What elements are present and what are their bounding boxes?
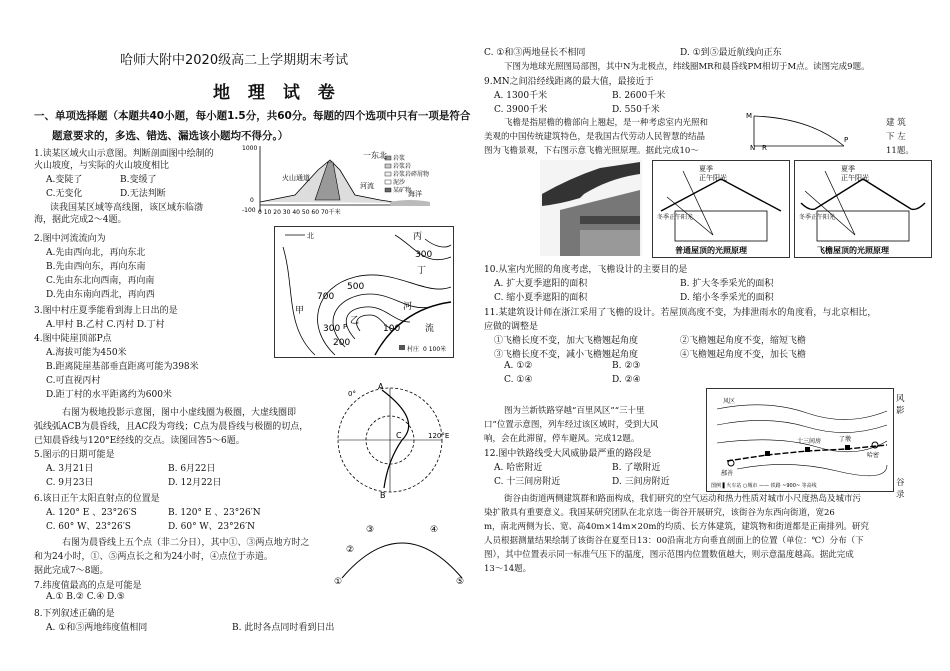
q9-option-d: D. 550千米 xyxy=(612,105,660,115)
q6-option-b: B. 120° E 、23°26′N xyxy=(168,508,261,518)
volcano-legend xyxy=(385,154,429,194)
svg-text:哈密: 哈密 xyxy=(867,452,880,459)
polar-a: A xyxy=(378,382,384,391)
section-heading: 一、单项选择题（本题共40小题，每小题1.5分，共60分。每题的四个选项中只有一项是符合 xyxy=(34,110,471,122)
q12-option-d: D. 三间房附近 xyxy=(612,477,670,487)
q11-statement-1: ①飞檐长度不变，加大飞檐翘起角度 xyxy=(494,336,639,346)
q12-text: 12.图中铁路线受大风威胁最严重的路段是 xyxy=(484,449,652,459)
intro-10-a: 飞檐是指屋檐的檐部向上翘起，是一种考虑室内光照和 xyxy=(504,118,709,128)
q1-option-d: D.无法判断 xyxy=(120,189,166,199)
q5-option-a: A. 3月21日 xyxy=(46,464,94,474)
volcano-y-top: 1000 xyxy=(242,145,258,152)
volcano-y-bottom: -100 xyxy=(242,207,256,214)
q6-option-d: D. 60° W、23°26′N xyxy=(168,522,256,532)
svg-text:丙: 丙 xyxy=(413,232,423,242)
svg-text:夏季: 夏季 xyxy=(841,165,855,173)
q11-statement-3: ③飞檐长度不变，减小飞檐翘起角度 xyxy=(494,350,639,360)
volcano-ne-label: 一东北 xyxy=(363,151,387,160)
q1-option-c: C.无变化 xyxy=(46,189,83,199)
svg-text:③: ③ xyxy=(366,525,375,535)
svg-text:岩浆岩碎屑物: 岩浆岩碎屑物 xyxy=(393,171,430,178)
q10-option-b: B. 扩大冬季采光的面积 xyxy=(680,279,774,289)
q3-text: 3.图中村庄夏季能看到海上日出的是 xyxy=(34,306,178,316)
volcano-river-label: 河流 xyxy=(360,182,374,190)
intro-12-c: 响，会在此滞留，停车避风。完成12题。 xyxy=(484,434,640,444)
q5-option-d: D. 12月22日 xyxy=(168,478,222,488)
intro-5-6-c: 已知晨昏线与120°E经线的交点。读图回答5～6题。 xyxy=(34,436,245,446)
q11-option-b: B. ②③ xyxy=(612,361,641,371)
svg-text:正午阳光: 正午阳光 xyxy=(841,174,869,182)
svg-text:①: ① xyxy=(334,577,343,587)
eave-photo xyxy=(540,160,642,256)
svg-text:正午阳光: 正午阳光 xyxy=(699,174,727,182)
rail-map xyxy=(706,388,894,492)
svg-text:100: 100 xyxy=(383,324,401,334)
side-label-fengying: 风 影 xyxy=(896,394,905,416)
q6-text: 6.该日正午太阳直射点的位置是 xyxy=(34,494,160,504)
volcano-axis: 0 10 20 30 40 50 60 70千米 xyxy=(258,209,341,216)
intro-2-4-b: 海，据此完成2～4题。 xyxy=(34,215,127,225)
q2-text: 2.图中河流流向为 xyxy=(34,234,106,244)
polar-b: B xyxy=(380,491,386,500)
q6-option-a: A. 120° E 、23°26′S xyxy=(46,508,137,518)
q4-option-d: D.距丁村的水平距离约为600米 xyxy=(46,390,172,400)
q5-text: 5.图示的日期可能是 xyxy=(34,450,115,460)
q7-options: A.① B.② C.④ D.⑤ xyxy=(46,592,125,602)
intro-13-a: 街谷由街道两侧建筑群和路面构成，我们研究的空气运动和热力性质对城市小尺度热岛及城市污 xyxy=(504,494,862,504)
q7-text: 7.纬度值最高的点是可能是 xyxy=(34,581,142,591)
svg-text:200: 200 xyxy=(333,338,351,348)
q5-option-c: C. 9月23日 xyxy=(46,478,94,488)
polar-projection xyxy=(330,380,460,500)
q11-option-c: C. ①④ xyxy=(504,375,533,385)
q2-option-b: B.先由西向东，再向东南 xyxy=(46,262,146,272)
svg-text:R: R xyxy=(762,144,767,150)
svg-text:500: 500 xyxy=(347,282,365,292)
svg-text:鄯善: 鄯善 xyxy=(721,470,734,477)
intro-7-8: 右图为晨昏线上五个点（非二分日），其中①、③两点地方时之 xyxy=(62,538,310,548)
svg-text:某矿物: 某矿物 xyxy=(393,187,412,194)
volcano-y-zero: 0 xyxy=(250,197,254,204)
mnr-diagram xyxy=(740,108,850,150)
svg-text:700: 700 xyxy=(317,292,335,302)
q12-option-a: A. 哈密附近 xyxy=(494,463,543,473)
svg-text:十三间房: 十三间房 xyxy=(797,438,822,445)
intro-13-b: 染扩散具有重要意义。我国某研究团队在北京选一街谷开展研究，该街谷为东西向街道，宽26 xyxy=(484,508,835,518)
svg-text:300: 300 xyxy=(323,324,341,334)
svg-text:夏季: 夏季 xyxy=(699,165,713,173)
svg-text:300: 300 xyxy=(415,250,433,260)
svg-text:甲: 甲 xyxy=(295,306,305,316)
intro-10-c: 图为飞檐景观，下右图示意飞檐光照原理。据此完成10～ xyxy=(484,146,699,156)
q8-option-b: B. 此时各点同时看到日出 xyxy=(232,623,335,633)
svg-text:M: M xyxy=(746,112,753,120)
intro-2-4: 读我国某区域等高线图，该区域东临渤 xyxy=(50,203,204,213)
intro-9: 下图为地球光照图局部图，其中N为北极点，纬线圈MR和晨昏线PM相切于M点。读图完成9题。 xyxy=(504,62,870,72)
svg-text:图例 ▌火车站 ○城市 —— 铁路 ~900~ 等高线: 图例 ▌火车站 ○城市 —— 铁路 ~900~ 等高线 xyxy=(711,483,817,489)
svg-text:河: 河 xyxy=(403,302,413,312)
svg-text:村庄: 村庄 xyxy=(407,346,420,353)
q8-text: 8.下列叙述正确的是 xyxy=(34,609,115,619)
intro-13-e: 图），其中位置表示同一标准气压下的温度，图示范围内位置数值越大，则示意温度越高。据此完成 xyxy=(484,550,854,560)
intro-13-c: m，南北两侧为长、宽、高40m×14m×20m的均质、长方体建筑，建筑物和街道都是正南排列。研究 xyxy=(484,522,869,532)
intro-7-8-b: 和为24小时，①、⑤两点长之和为24小时，④点位于赤道。 xyxy=(34,552,273,562)
intro-12-a: 图为兰新铁路穿越“百里风区”“三十里 xyxy=(504,406,645,416)
subject-title: 地 理 试 卷 xyxy=(213,83,341,103)
q10-option-d: D. 缩小冬季采光的面积 xyxy=(680,293,774,303)
contour-map xyxy=(274,226,454,358)
q4-option-b: B.距离陡崖基部垂直距离可能为398米 xyxy=(46,362,199,372)
intro-7-8-c: 据此完成7～8题。 xyxy=(34,566,109,576)
intro-13-f: 13～14题。 xyxy=(484,564,532,574)
q4-option-a: A.海拔可能为450米 xyxy=(46,348,127,358)
eave-diagram-flying xyxy=(794,160,932,258)
svg-text:0 100米: 0 100米 xyxy=(423,346,447,353)
intro-10-a-right: 建 筑 xyxy=(886,118,906,128)
volcano-channel-label: 火山通道 xyxy=(282,174,310,182)
svg-text:了墩: 了墩 xyxy=(839,436,852,443)
q5-option-b: B. 6月22日 xyxy=(168,464,216,474)
q2-option-a: A.先由西向北，再向东北 xyxy=(46,248,146,258)
volcano-sea-label: 海洋 xyxy=(408,190,422,198)
q9-option-b: B. 2600千米 xyxy=(612,91,666,101)
q6-option-c: C. 60° W、23°26′S xyxy=(46,522,131,532)
q3-options: A.甲村 B.乙村 C.丙村 D.丁村 xyxy=(46,320,165,330)
q10-option-a: A. 扩大夏季遮阳的面积 xyxy=(494,279,588,289)
intro-10-c-right: 11题。 xyxy=(886,146,914,156)
polar-c: C xyxy=(396,431,402,440)
intro-12-b: 口”位置示意图，列车经过该区域时，受到大风 xyxy=(484,420,659,430)
svg-text:P: P xyxy=(844,136,849,144)
q12-option-c: C. 十三间房附近 xyxy=(494,477,561,487)
polar-120e: 120°E xyxy=(428,432,450,440)
svg-text:N: N xyxy=(750,144,756,150)
svg-text:北: 北 xyxy=(307,232,314,240)
q4-text: 4.图中陡崖顶部P点 xyxy=(34,334,112,344)
q8-option-d: D. ①到⑤最近航线向正东 xyxy=(680,48,782,58)
svg-text:P: P xyxy=(343,323,348,331)
svg-text:⑤: ⑤ xyxy=(456,577,465,587)
q2-option-c: C.先由东北向西南，再向南 xyxy=(46,276,155,286)
q10-text: 10.从室内光照的角度考虑，飞檐设计的主要目的是 xyxy=(484,265,688,275)
q1-text-2: 火山坡度，与实际的火山坡度相比 xyxy=(34,161,170,171)
volcano-figure xyxy=(240,140,465,222)
svg-text:冬季正午阳光: 冬季正午阳光 xyxy=(657,214,694,221)
q1-option-b: B.变缓了 xyxy=(120,175,157,185)
q11-text-2: 应做的调整是 xyxy=(484,322,539,332)
q1-text: 1.读某区域火山示意图。判断剖面图中绘制的 xyxy=(34,149,214,159)
svg-text:流: 流 xyxy=(425,324,435,334)
intro-5-6: 右图为极地投影示意图，图中小虚线圈为极圈，大虚线圈即 xyxy=(62,408,297,418)
svg-text:丁: 丁 xyxy=(417,266,427,276)
svg-text:岩浆岩: 岩浆岩 xyxy=(393,163,412,170)
q9-option-a: A. 1300千米 xyxy=(494,91,548,101)
q9-text: 9.MN之间沿经线距离的最大值，最接近于 xyxy=(484,77,654,87)
q11-statement-4: ④飞檐翘起角度不变，加长飞檐 xyxy=(680,350,807,360)
q11-statement-2: ②飞檐翘起角度不变，缩短飞檐 xyxy=(680,336,807,346)
svg-text:②: ② xyxy=(346,545,355,555)
school-title: 哈师大附中2020级高二上学期期末考试 xyxy=(120,53,349,68)
polar-zero: 0° xyxy=(348,390,356,398)
svg-text:飞檐屋顶的光照原理: 飞檐屋顶的光照原理 xyxy=(817,246,889,255)
q2-option-d: D.先由东南向西北，再向西 xyxy=(46,290,155,300)
q11-option-d: D. ②④ xyxy=(612,375,641,385)
eave-diagram-normal xyxy=(652,160,790,258)
q8-option-c: C. ①和③两地昼长不相同 xyxy=(484,48,586,58)
intro-5-6-b: 弧线弧ACB为晨昏线，且AC段为弯线；C点为晨昏线与极圈的切点， xyxy=(34,422,309,432)
q11-option-a: A. ①② xyxy=(504,361,533,371)
intro-10-b: 美观的中国传统建筑特色，是我国古代劳动人民智慧的结晶 xyxy=(484,132,706,142)
intro-10-b-right: 下 左 xyxy=(886,132,906,142)
svg-text:乙: 乙 xyxy=(350,316,360,326)
q12-option-b: B. 了墩附近 xyxy=(612,463,661,473)
terminator-arc xyxy=(332,518,472,588)
q11-text: 11.某建筑设计师在浙江采用了飞檐的设计。若屋顶高度不变，为排泄雨水的角度看，与北京相比， xyxy=(484,308,877,318)
q4-option-c: C.可直视丙村 xyxy=(46,376,101,386)
svg-text:风区: 风区 xyxy=(723,398,736,405)
svg-text:④: ④ xyxy=(430,525,439,535)
q9-option-c: C. 3900千米 xyxy=(494,105,548,115)
side-label-guyu: 谷 录 xyxy=(896,478,905,500)
svg-text:泥沙: 泥沙 xyxy=(393,179,406,186)
q10-option-c: C. 缩小夏季遮阳的面积 xyxy=(494,293,588,303)
svg-text:冬季正午阳光: 冬季正午阳光 xyxy=(799,214,836,221)
q1-option-a: A.变陡了 xyxy=(46,175,83,185)
intro-13-d: 人员根据测量结果绘制了该街谷在夏至日13：00沿南北方向垂直剖面上的位置（单位：℃）分布（下 xyxy=(484,536,864,546)
svg-text:岩浆: 岩浆 xyxy=(393,155,406,162)
q8-option-a: A. ①和⑤两地纬度值相同 xyxy=(46,623,148,633)
svg-text:普通屋顶的光照原理: 普通屋顶的光照原理 xyxy=(675,246,747,255)
section-heading-cont: 题意要求的，多选、错选、漏选该小题均不得分。） xyxy=(52,130,289,142)
